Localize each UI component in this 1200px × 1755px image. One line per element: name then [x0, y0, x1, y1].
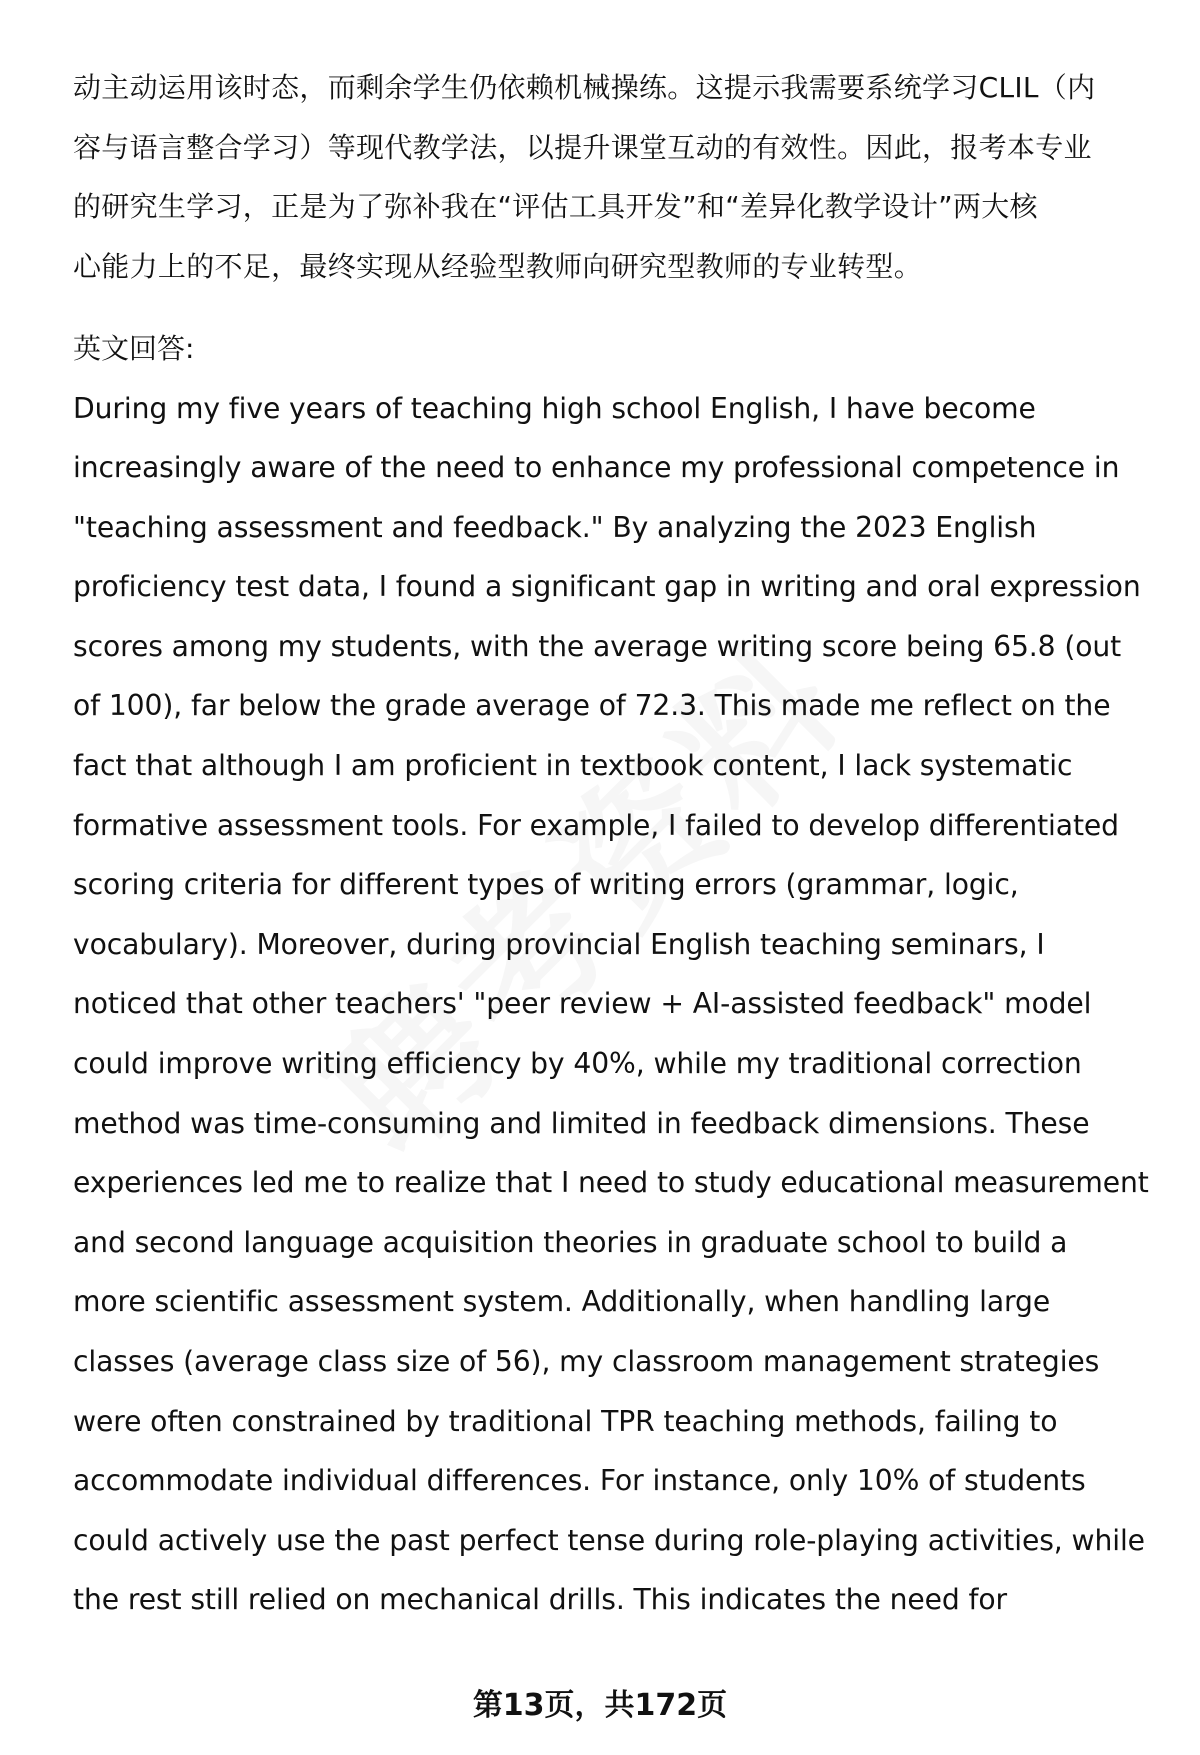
- text-line: were often constrained by traditional TPR teaching methods, failing to: [73, 1404, 1058, 1438]
- text-line: 的研究生学习，正是为了弥补我在“评估工具开发”和“差异化教学设计”两大核: [73, 190, 1038, 223]
- text-line: formative assessment tools. For example, I failed to develop differentiated: [73, 808, 1119, 842]
- text-line: could actively use the past perfect tense during role-playing activities, while: [73, 1523, 1145, 1557]
- chinese-paragraph: [73, 58, 1158, 296]
- document-page: [73, 58, 1158, 1630]
- text-line: vocabulary). Moreover, during provincial English teaching seminars, I: [73, 927, 1045, 961]
- text-line: could improve writing efficiency by 40%, while my traditional correction: [73, 1047, 1082, 1081]
- text-line: proficiency test data, I found a significant gap in writing and oral expression: [73, 570, 1141, 604]
- text-line: fact that although I am proficient in textbook content, I lack systematic: [73, 749, 1073, 783]
- text-line: more scientific assessment system. Additionally, when handling large: [73, 1285, 1051, 1319]
- text-line: method was time-consuming and limited in feedback dimensions. These: [73, 1106, 1090, 1140]
- text-line: 动主动运用该时态，而剩余学生仍依赖机械操练。这提示我需要系统学习CLIL（内: [73, 71, 1096, 104]
- text-line: increasingly aware of the need to enhance my professional competence in: [73, 451, 1120, 485]
- page-number-footer: 第13页，共172页: [472, 1688, 728, 1723]
- text-line: and second language acquisition theories in graduate school to build a: [73, 1225, 1068, 1259]
- text-line: the rest still relied on mechanical drills. This indicates the need for: [73, 1583, 1008, 1617]
- text-line: experiences led me to realize that I need to study educational measurement: [73, 1166, 1149, 1200]
- text-line: scoring criteria for different types of writing errors (grammar, logic,: [73, 868, 1019, 902]
- text-line: 心能力上的不足，最终实现从经验型教师向研究型教师的专业转型。: [73, 249, 923, 283]
- text-line: 容与语言整合学习）等现代教学法，以提升课堂互动的有效性。因此，报考本专业: [73, 130, 1092, 164]
- text-line: scores among my students, with the average writing score being 65.8 (out: [73, 629, 1122, 663]
- text-line: of 100), far below the grade average of 72.3. This made me reflect on the: [73, 689, 1111, 723]
- text-line: "teaching assessment and feedback." By analyzing the 2023 English: [73, 510, 1037, 544]
- text-line: classes (average class size of 56), my classroom management strategies: [73, 1345, 1100, 1378]
- text-line: noticed that other teachers' "peer review + AI-assisted feedback" model: [73, 987, 1092, 1021]
- text-line: accommodate individual differences. For instance, only 10% of students: [73, 1464, 1086, 1498]
- english-answer-label: 英文回答:: [73, 332, 195, 365]
- english-paragraph: [73, 379, 1158, 1630]
- text-line: During my five years of teaching high school English, I have become: [73, 391, 1036, 425]
